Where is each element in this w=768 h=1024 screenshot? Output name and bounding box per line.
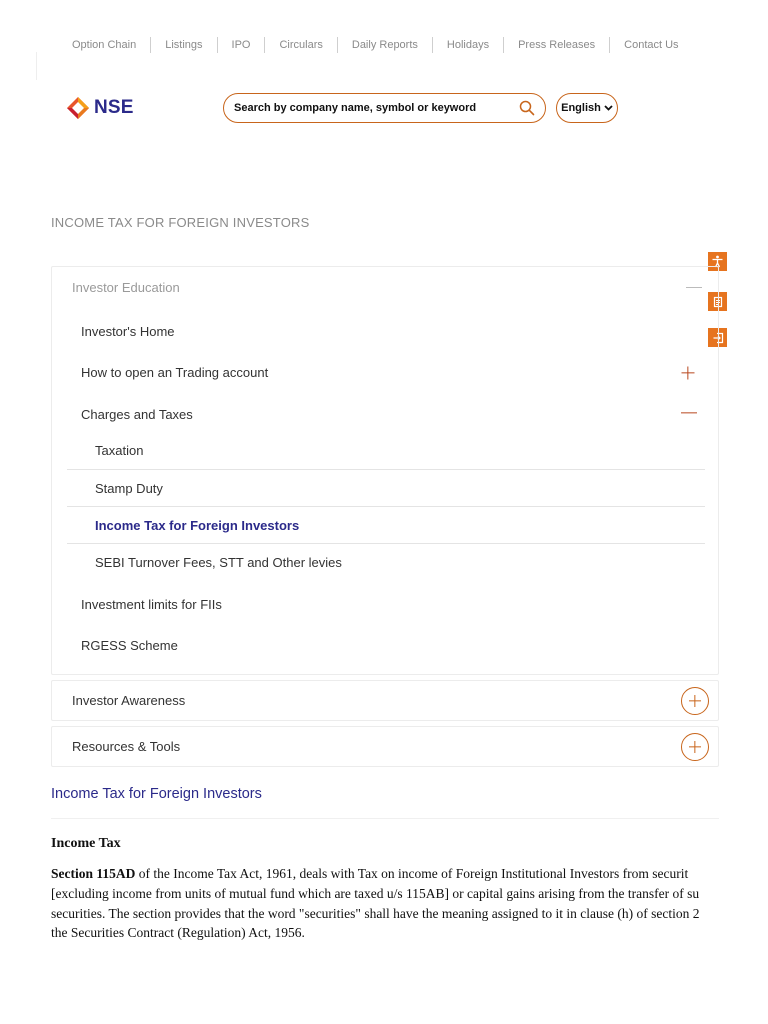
divider xyxy=(67,469,705,470)
language-label: English xyxy=(561,102,601,114)
content-title: Income Tax for Foreign Investors xyxy=(51,786,262,802)
expand-plus-icon[interactable] xyxy=(681,687,709,715)
accordion-label: Resources & Tools xyxy=(72,739,181,754)
submenu-income-tax-foreign-investors[interactable]: Income Tax for Foreign Investors xyxy=(95,518,300,533)
divider xyxy=(67,506,705,507)
accordion-label: Investor Awareness xyxy=(72,693,186,708)
divider xyxy=(51,818,719,819)
left-edge-divider xyxy=(36,52,37,80)
section-label: Section 115AD xyxy=(51,866,136,881)
chevron-down-icon xyxy=(604,105,613,111)
nse-logo-icon xyxy=(66,96,90,120)
nse-logo[interactable] xyxy=(66,96,134,120)
paragraph-line: securities. The section provides that the word "securities" shall have the meaning assigned to it in clause (h) of section 2 xyxy=(51,905,700,921)
section-heading: Income Tax xyxy=(51,836,121,851)
nav-circulars[interactable]: Circulars xyxy=(265,37,337,53)
menu-item-investors-home[interactable]: Investor's Home xyxy=(81,324,175,339)
nav-contact-us[interactable]: Contact Us xyxy=(624,39,679,51)
investor-education-accordion xyxy=(51,266,719,675)
expand-plus-icon[interactable] xyxy=(681,733,709,761)
page-title: INCOME TAX FOR FOREIGN INVESTORS xyxy=(51,215,310,230)
search-box[interactable] xyxy=(223,93,546,123)
nav-listings[interactable]: Listings xyxy=(151,37,217,53)
nav-option-chain[interactable]: Option Chain xyxy=(58,37,151,53)
divider xyxy=(67,543,705,544)
resources-tools-accordion[interactable] xyxy=(51,726,719,767)
accordion-title[interactable]: Investor Education xyxy=(72,280,180,295)
search-input[interactable] xyxy=(234,102,519,114)
menu-item-trading-account[interactable]: How to open an Trading account xyxy=(81,365,269,380)
collapse-icon[interactable] xyxy=(686,287,702,288)
investor-awareness-accordion[interactable] xyxy=(51,680,719,721)
top-nav xyxy=(58,37,693,53)
paragraph-line: [excluding income from units of mutual fund which are taxed u/s 115AB] or capital gains arising from the transfer of su xyxy=(51,885,700,901)
menu-item-charges-taxes[interactable]: Charges and Taxes xyxy=(81,407,193,422)
nav-press-releases[interactable]: Press Releases xyxy=(504,37,610,53)
nav-holidays[interactable]: Holidays xyxy=(433,37,504,53)
menu-item-investment-limits[interactable]: Investment limits for FIIs xyxy=(81,597,222,612)
paragraph-line: the Securities Contract (Regulation) Act, 1956. xyxy=(51,925,305,941)
submenu-sebi-fees[interactable]: SEBI Turnover Fees, STT and Other levies xyxy=(95,555,342,570)
paragraph-line: Section 115AD of the Income Tax Act, 1961, deals with Tax on income of Foreign Institutional Investors from securit xyxy=(51,866,689,881)
logo-text: NSE xyxy=(94,97,134,118)
language-select[interactable] xyxy=(556,93,618,123)
submenu-taxation[interactable]: Taxation xyxy=(95,443,144,458)
nav-ipo[interactable]: IPO xyxy=(218,37,266,53)
content-paragraph xyxy=(51,864,768,943)
search-icon[interactable] xyxy=(519,100,535,116)
nav-daily-reports[interactable]: Daily Reports xyxy=(338,37,433,53)
submenu-stamp-duty[interactable]: Stamp Duty xyxy=(95,481,163,496)
menu-item-rgess[interactable]: RGESS Scheme xyxy=(81,638,178,653)
